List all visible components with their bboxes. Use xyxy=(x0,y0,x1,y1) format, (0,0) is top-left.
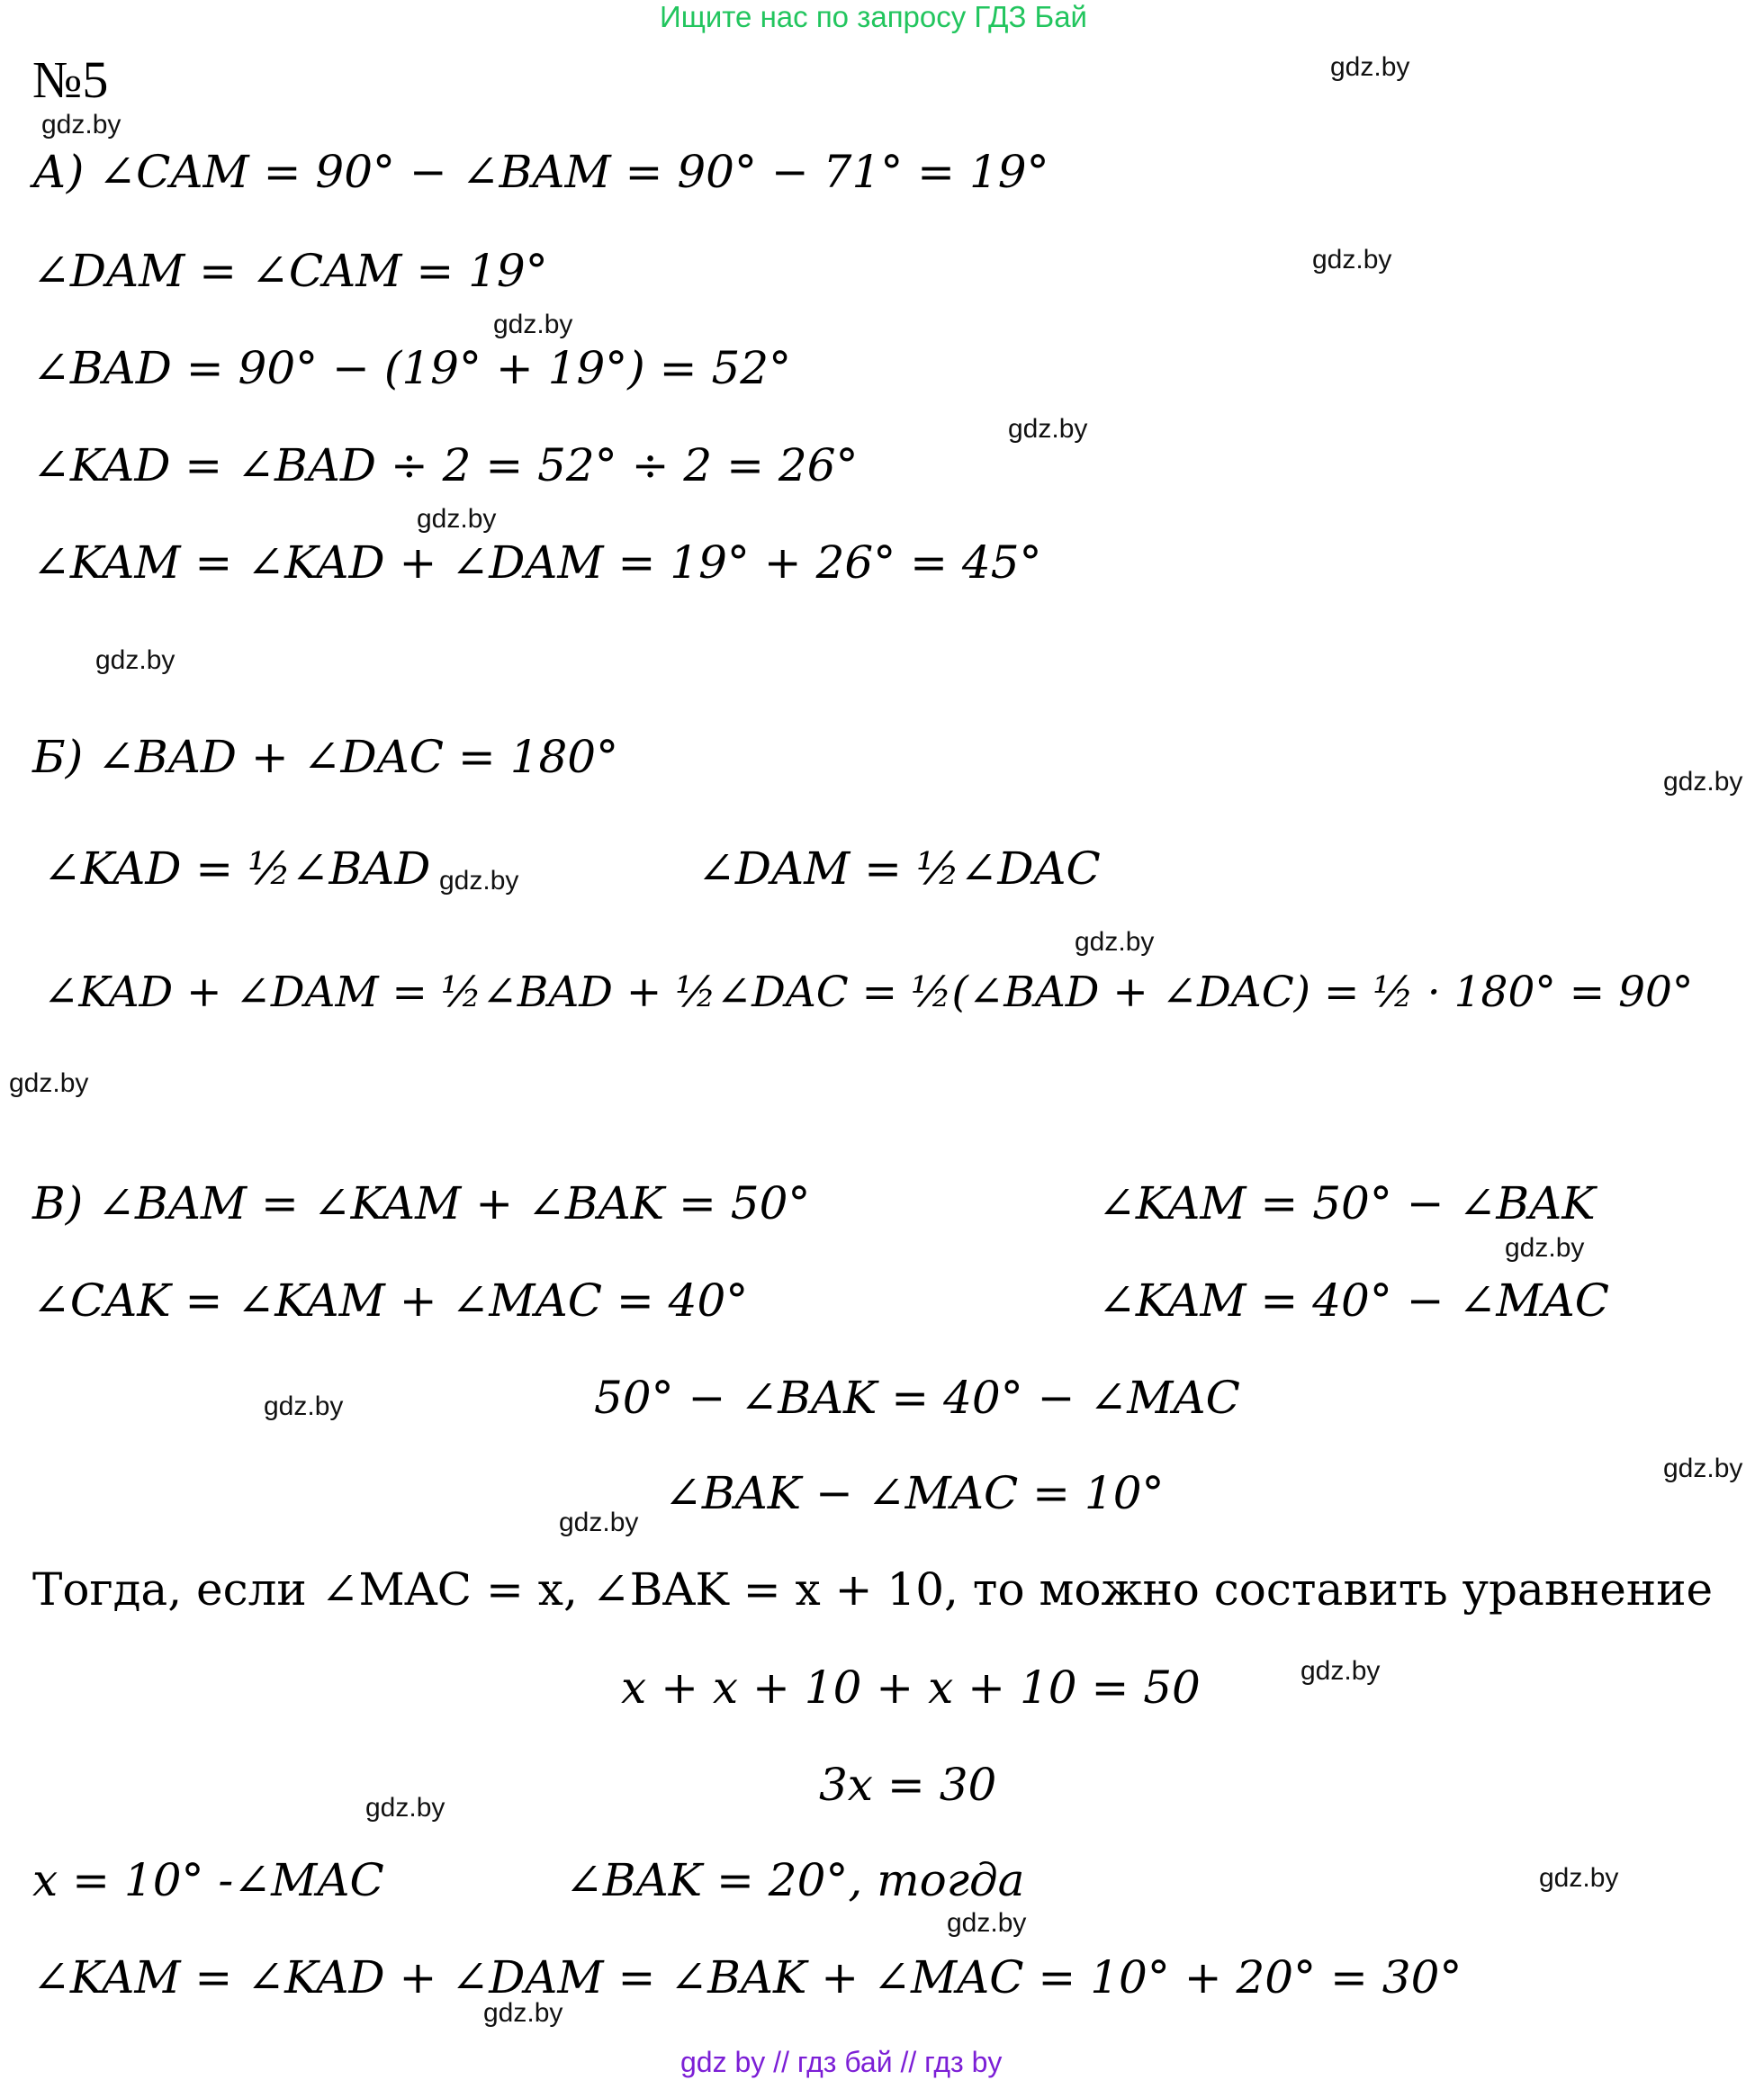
watermark: gdz.by xyxy=(947,1908,1027,1938)
part-a-line-5: ∠KAM = ∠KAD + ∠DAM = 19° + 26° = 45° xyxy=(32,536,1042,589)
watermark: gdz.by xyxy=(1075,927,1155,957)
watermark: gdz.by xyxy=(417,504,497,534)
watermark: gdz.by xyxy=(1008,414,1088,444)
part-v-line-3: ∠CAK = ∠KAM + ∠MAC = 40° xyxy=(32,1274,749,1327)
problem-number: №5 xyxy=(32,50,109,109)
header-search-hint: Ищите нас по запросу ГДЗ Бай xyxy=(660,0,1087,33)
part-a-line-2: ∠DAM = ∠CAM = 19° xyxy=(32,245,548,297)
watermark: gdz.by xyxy=(1330,52,1410,82)
watermark: gdz.by xyxy=(365,1793,446,1823)
part-v-line-1: В) ∠BAM = ∠KAM + ∠BAK = 50° xyxy=(32,1177,811,1229)
part-v-line-7: Тогда, если ∠MAC = x, ∠BAK = x + 10, то можно составить уравнение xyxy=(32,1563,1714,1616)
watermark: gdz.by xyxy=(1663,1454,1743,1483)
watermark: gdz.by xyxy=(1300,1656,1381,1686)
watermark: gdz.by xyxy=(1312,245,1392,275)
part-b-line-3: ∠DAM = ½∠DAC xyxy=(698,842,1101,895)
part-v-line-12: ∠KAM = ∠KAD + ∠DAM = ∠BAK + ∠MAC = 10° + 20° = 30° xyxy=(32,1951,1462,2003)
watermark: gdz.by xyxy=(483,1998,563,2028)
part-v-line-11: ∠BAK = 20°, тогда xyxy=(565,1854,1025,1906)
watermark: gdz.by xyxy=(439,866,519,896)
part-b-line-4: ∠KAD + ∠DAM = ½∠BAD + ½∠DAC = ½(∠BAD + ∠DAC) = ½ · 180° = 90° xyxy=(43,968,1694,1017)
watermark: gdz.by xyxy=(264,1391,344,1421)
watermark: gdz.by xyxy=(493,310,573,339)
watermark: gdz.by xyxy=(1505,1233,1585,1263)
part-v-line-9: 3x = 30 xyxy=(819,1759,997,1811)
watermark: gdz.by xyxy=(1663,767,1743,797)
part-a-line-4: ∠KAD = ∠BAD ÷ 2 = 52° ÷ 2 = 26° xyxy=(32,439,859,491)
part-v-line-8: x + x + 10 + x + 10 = 50 xyxy=(621,1661,1201,1714)
watermark: gdz.by xyxy=(9,1068,89,1098)
watermark: gdz.by xyxy=(559,1508,639,1537)
watermark: gdz.by xyxy=(41,110,122,140)
watermark: gdz.by xyxy=(95,645,176,675)
part-a-line-1: А) ∠CAM = 90° − ∠BAM = 90° − 71° = 19° xyxy=(32,146,1049,198)
part-v-line-6: ∠BAK − ∠MAC = 10° xyxy=(664,1467,1165,1519)
part-v-line-5: 50° − ∠BAK = 40° − ∠MAC xyxy=(594,1372,1240,1424)
part-b-line-2: ∠KAD = ½∠BAD xyxy=(43,842,431,895)
part-a-line-3: ∠BAD = 90° − (19° + 19°) = 52° xyxy=(32,342,792,394)
part-v-line-4: ∠KAM = 40° − ∠MAC xyxy=(1098,1274,1609,1327)
part-v-line-2: ∠KAM = 50° − ∠BAK xyxy=(1098,1177,1596,1229)
watermark: gdz.by xyxy=(1539,1863,1619,1893)
part-v-line-10: x = 10° -∠MAC xyxy=(32,1854,384,1906)
footer-links[interactable]: gdz by // гдз бай // гдз by xyxy=(680,2046,1003,2078)
part-b-line-1: Б) ∠BAD + ∠DAC = 180° xyxy=(32,731,619,783)
